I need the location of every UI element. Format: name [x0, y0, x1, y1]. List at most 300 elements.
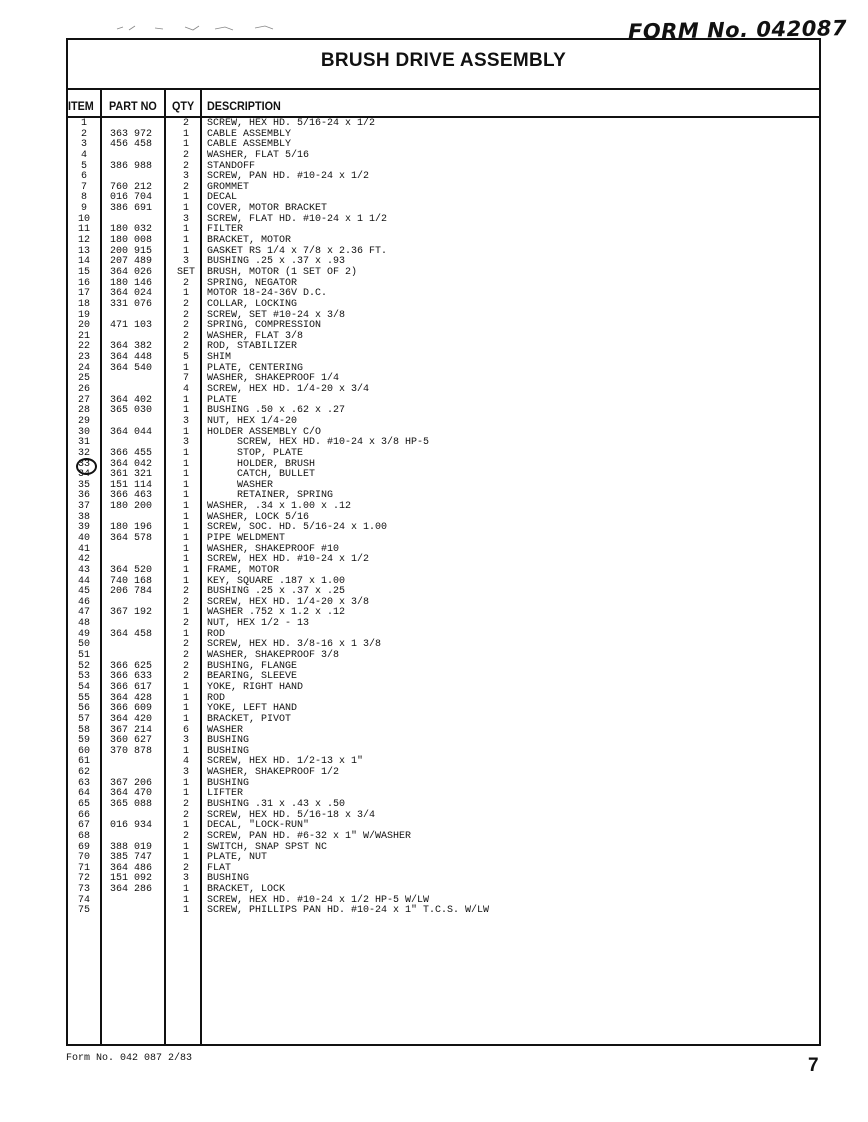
- description: LIFTER: [207, 788, 244, 800]
- part-number: 331 076: [110, 298, 153, 310]
- description: CABLE ASSEMBLY: [207, 128, 292, 140]
- part-number: 364 382: [110, 341, 153, 353]
- description: DECAL, "LOCK-RUN": [207, 820, 310, 832]
- table-row: [0, 140, 868, 151]
- item-number: 75: [77, 905, 90, 917]
- quantity: 1: [182, 288, 189, 300]
- quantity: 1: [182, 128, 189, 140]
- table-row: [0, 449, 868, 460]
- part-number: 456 458: [110, 139, 153, 151]
- part-number: 360 627: [110, 735, 153, 747]
- item-number: 61: [77, 756, 90, 768]
- item-number: 55: [77, 692, 90, 704]
- item-number: 16: [77, 277, 90, 289]
- part-number: 180 200: [110, 501, 153, 513]
- quantity: 3: [182, 767, 189, 779]
- description: HOLDER ASSEMBLY C/O: [207, 426, 322, 438]
- item-number: 28: [77, 405, 90, 417]
- table-row: [0, 906, 868, 917]
- quantity: 2: [182, 650, 189, 662]
- quantity: 1: [182, 852, 189, 864]
- part-number: 760 212: [110, 181, 153, 193]
- part-number: 365 088: [110, 799, 153, 810]
- quantity: 1: [182, 777, 189, 789]
- quantity: 1: [182, 362, 189, 374]
- item-number: 30: [77, 426, 90, 438]
- item-number: 39: [77, 522, 90, 534]
- part-number: 740 168: [110, 575, 153, 587]
- table-row: [0, 566, 868, 577]
- part-number: 364 428: [110, 692, 153, 704]
- item-number: 44: [77, 575, 90, 587]
- part-number: 180 146: [110, 277, 153, 289]
- item-number: 41: [77, 543, 90, 555]
- part-number: 364 486: [110, 862, 153, 874]
- table-row: [0, 374, 868, 385]
- part-number: 180 032: [110, 224, 153, 236]
- part-number: 366 633: [110, 671, 153, 683]
- header-qty: QTY: [172, 99, 195, 113]
- part-number: 366 455: [110, 447, 153, 459]
- table-row: [0, 832, 868, 843]
- part-number: 366 617: [110, 681, 153, 693]
- quantity: 1: [182, 405, 189, 417]
- part-number: 367 206: [110, 777, 153, 789]
- item-number: 54: [77, 681, 90, 693]
- description: SCREW, HEX HD. 3/8-16 x 1 3/8: [207, 639, 382, 651]
- item-circle-mark: [76, 458, 97, 475]
- part-number: 364 458: [110, 628, 153, 640]
- part-number: 364 286: [110, 884, 153, 896]
- description: BUSHING: [207, 873, 250, 885]
- item-number: 27: [77, 394, 90, 406]
- item-number: 1: [80, 118, 87, 129]
- part-number: 364 578: [110, 532, 153, 544]
- part-number: 365 030: [110, 405, 153, 417]
- quantity: 2: [182, 160, 189, 172]
- part-number: 367 192: [110, 607, 153, 619]
- item-number: 53: [77, 671, 90, 683]
- description: CABLE ASSEMBLY: [207, 139, 292, 151]
- item-number: 14: [77, 256, 90, 268]
- description: ROD: [207, 692, 226, 704]
- page-title: BRUSH DRIVE ASSEMBLY: [320, 50, 567, 71]
- quantity: 1: [182, 703, 189, 715]
- quantity: 1: [182, 532, 189, 544]
- quantity: 1: [182, 692, 189, 704]
- item-number: 12: [77, 235, 90, 247]
- item-number: 56: [77, 703, 90, 715]
- part-number: 207 489: [110, 256, 153, 268]
- quantity: 3: [182, 415, 189, 427]
- description: SCREW, HEX HD. #10-24 x 3/8 HP-5: [207, 437, 430, 449]
- quantity: 1: [182, 575, 189, 587]
- table-row: [0, 545, 868, 556]
- quantity: 3: [182, 437, 189, 449]
- item-number: 18: [77, 298, 90, 310]
- faint-marks: [115, 23, 275, 33]
- title-divider: [66, 88, 821, 90]
- quantity: 2: [182, 586, 189, 598]
- quantity: 1: [182, 841, 189, 853]
- description: MOTOR 18-24-36V D.C.: [207, 288, 328, 300]
- description: SPRING, NEGATOR: [207, 277, 298, 289]
- item-number: 21: [77, 330, 90, 342]
- item-number: 48: [77, 618, 90, 630]
- item-number: 9: [80, 203, 87, 215]
- part-number: 180 196: [110, 522, 153, 534]
- part-number: 364 024: [110, 288, 153, 300]
- quantity: 5: [182, 352, 189, 364]
- table-row: [0, 534, 868, 545]
- part-number: 364 420: [110, 713, 153, 725]
- quantity: 2: [182, 830, 189, 842]
- item-number: 37: [77, 501, 90, 513]
- item-number: 20: [77, 320, 90, 332]
- quantity: 1: [182, 905, 189, 917]
- description: SCREW, HEX HD. 1/4-20 x 3/4: [207, 384, 370, 396]
- quantity: 2: [182, 277, 189, 289]
- item-number: 70: [77, 852, 90, 864]
- description: BUSHING .50 x .62 x .27: [207, 405, 346, 417]
- description: BUSHING .25 x .37 x .25: [207, 586, 346, 598]
- description: SCREW, HEX HD. 1/4-20 x 3/8: [207, 596, 370, 608]
- quantity: 3: [182, 735, 189, 747]
- description: FRAME, MOTOR: [207, 564, 280, 576]
- description: BRACKET, MOTOR: [207, 235, 292, 247]
- part-number: 016 934: [110, 820, 153, 832]
- description: SCREW, PAN HD. #6-32 x 1" W/WASHER: [207, 830, 412, 842]
- quantity: 1: [182, 139, 189, 151]
- description: WASHER, SHAKEPROOF 3/8: [207, 650, 340, 662]
- description: YOKE, LEFT HAND: [207, 703, 298, 715]
- item-number: 7: [80, 181, 87, 193]
- description: FILTER: [207, 224, 244, 236]
- table-row: [0, 300, 868, 311]
- quantity: 2: [182, 799, 189, 810]
- part-number: 364 520: [110, 564, 153, 576]
- quantity: 1: [182, 501, 189, 513]
- table-row: [0, 151, 868, 162]
- description: SCREW, FLAT HD. #10-24 x 1 1/2: [207, 213, 388, 225]
- item-number: 25: [77, 373, 90, 385]
- item-number: 63: [77, 777, 90, 789]
- description: BUSHING, FLANGE: [207, 660, 298, 672]
- part-number: 364 470: [110, 788, 153, 800]
- handwritten-form-number: FORM No. 042087: [627, 16, 848, 44]
- description: CATCH, BULLET: [207, 469, 316, 481]
- item-number: 72: [77, 873, 90, 885]
- table-row: [0, 587, 868, 598]
- item-number: 31: [77, 437, 90, 449]
- description: BUSHING .31 x .43 x .50: [207, 799, 346, 810]
- description: WASHER, .34 x 1.00 x .12: [207, 501, 352, 513]
- part-number: 386 691: [110, 203, 153, 215]
- quantity: 2: [182, 596, 189, 608]
- table-row: [0, 364, 868, 375]
- quantity: 1: [182, 224, 189, 236]
- quantity: 1: [182, 564, 189, 576]
- item-number: 33: [77, 458, 90, 470]
- item-number: 71: [77, 862, 90, 874]
- part-number: 151 114: [110, 479, 153, 491]
- description: WASHER, SHAKEPROOF 1/2: [207, 767, 340, 779]
- item-number: 11: [77, 224, 90, 236]
- part-number: 364 448: [110, 352, 153, 364]
- description: SCREW, HEX HD. 5/16-18 x 3/4: [207, 809, 376, 821]
- item-number: 47: [77, 607, 90, 619]
- part-number: 200 915: [110, 245, 153, 257]
- item-number: 43: [77, 564, 90, 576]
- description: SHIM: [207, 352, 232, 364]
- quantity: 1: [182, 554, 189, 566]
- quantity: 1: [182, 522, 189, 534]
- part-number: 363 972: [110, 128, 153, 140]
- quantity: 1: [182, 543, 189, 555]
- quantity: 2: [182, 181, 189, 193]
- item-number: 69: [77, 841, 90, 853]
- quantity: 1: [182, 607, 189, 619]
- description: WASHER, SHAKEPROOF #10: [207, 543, 340, 555]
- quantity: 2: [182, 298, 189, 310]
- item-number: 42: [77, 554, 90, 566]
- part-number: 370 878: [110, 745, 153, 757]
- quantity: 1: [182, 458, 189, 470]
- table-row: [0, 757, 868, 768]
- item-number: 29: [77, 415, 90, 427]
- quantity: 1: [182, 245, 189, 257]
- table-row: [0, 630, 868, 641]
- item-number: 6: [80, 171, 87, 183]
- parts-table: [0, 119, 868, 917]
- description: COVER, MOTOR BRACKET: [207, 203, 328, 215]
- item-number: 15: [77, 266, 90, 278]
- part-number: 366 609: [110, 703, 153, 715]
- description: BUSHING: [207, 735, 250, 747]
- item-number: 32: [77, 447, 90, 459]
- quantity: 4: [182, 756, 189, 768]
- description: WASHER, SHAKEPROOF 1/4: [207, 373, 340, 385]
- quantity: 1: [182, 820, 189, 832]
- table-row: [0, 321, 868, 332]
- description: ROD: [207, 628, 226, 640]
- quantity: 1: [182, 713, 189, 725]
- item-number: 52: [77, 660, 90, 672]
- description: WASHER, FLAT 5/16: [207, 149, 310, 161]
- part-number: 385 747: [110, 852, 153, 864]
- item-number: 51: [77, 650, 90, 662]
- table-row: [0, 800, 868, 811]
- table-row: [0, 715, 868, 726]
- description: PLATE: [207, 394, 238, 406]
- item-number: 58: [77, 724, 90, 736]
- quantity: 3: [182, 256, 189, 268]
- description: GROMMET: [207, 181, 250, 193]
- item-number: 65: [77, 799, 90, 810]
- item-number: 38: [77, 511, 90, 523]
- quantity: 1: [182, 192, 189, 204]
- description: PIPE WELDMENT: [207, 532, 286, 544]
- quantity: 1: [182, 681, 189, 693]
- part-number: 364 044: [110, 426, 153, 438]
- description: SCREW, SET #10-24 x 3/8: [207, 309, 346, 321]
- footer-form-number: Form No. 042 087 2/83: [66, 1053, 193, 1064]
- quantity: 2: [182, 149, 189, 161]
- part-number: 471 103: [110, 320, 153, 332]
- quantity: 1: [182, 235, 189, 247]
- description: NUT, HEX 1/2 - 13: [207, 618, 310, 630]
- quantity: 1: [182, 426, 189, 438]
- quantity: 1: [182, 511, 189, 523]
- table-row: [0, 640, 868, 651]
- quantity: 1: [182, 203, 189, 215]
- description: ROD, STABILIZER: [207, 341, 298, 353]
- item-number: 59: [77, 735, 90, 747]
- quantity: 2: [182, 618, 189, 630]
- quantity: 1: [182, 788, 189, 800]
- quantity: 2: [182, 309, 189, 321]
- quantity: 1: [182, 745, 189, 757]
- description: WASHER, LOCK 5/16: [207, 511, 310, 523]
- item-number: 3: [80, 139, 87, 151]
- item-number: 22: [77, 341, 90, 353]
- table-row: [0, 608, 868, 619]
- table-row: [0, 683, 868, 694]
- table-row: [0, 268, 868, 279]
- item-number: 35: [77, 479, 90, 491]
- table-row: [0, 502, 868, 513]
- quantity: 2: [182, 809, 189, 821]
- description: DECAL: [207, 192, 238, 204]
- description: GASKET RS 1/4 x 7/8 x 2.36 FT.: [207, 245, 388, 257]
- description: SCREW, SOC. HD. 5/16-24 x 1.00: [207, 522, 388, 534]
- table-row: [0, 428, 868, 439]
- quantity: 1: [182, 490, 189, 502]
- description: FLAT: [207, 862, 232, 874]
- quantity: 1: [182, 447, 189, 459]
- quantity: 1: [182, 884, 189, 896]
- table-row: [0, 885, 868, 896]
- part-number: 206 784: [110, 586, 153, 598]
- quantity: 3: [182, 213, 189, 225]
- item-number: 5: [80, 160, 87, 172]
- quantity: 3: [182, 171, 189, 183]
- description: HOLDER, BRUSH: [207, 458, 316, 470]
- part-number: 180 008: [110, 235, 153, 247]
- description: BUSHING: [207, 777, 250, 789]
- description: SCREW, PHILLIPS PAN HD. #10-24 x 1" T.C.S. W/LW: [207, 905, 490, 917]
- part-number: 367 214: [110, 724, 153, 736]
- description: SWITCH, SNAP SPST NC: [207, 841, 328, 853]
- item-number: 10: [77, 213, 90, 225]
- description: WASHER, FLAT 3/8: [207, 330, 304, 342]
- description: YOKE, RIGHT HAND: [207, 681, 304, 693]
- item-number: 40: [77, 532, 90, 544]
- quantity: 1: [182, 479, 189, 491]
- item-number: 50: [77, 639, 90, 651]
- description: PLATE, CENTERING: [207, 362, 304, 374]
- table-row: [0, 204, 868, 215]
- item-number: 2: [80, 128, 87, 140]
- description: SCREW, HEX HD. 1/2-13 x 1": [207, 756, 364, 768]
- description: STOP, PLATE: [207, 447, 304, 459]
- quantity: 1: [182, 894, 189, 906]
- part-number: 388 019: [110, 841, 153, 853]
- quantity: 2: [182, 639, 189, 651]
- part-number: 016 704: [110, 192, 153, 204]
- item-number: 26: [77, 384, 90, 396]
- part-number: 366 463: [110, 490, 153, 502]
- description: STANDOFF: [207, 160, 256, 172]
- item-number: 17: [77, 288, 90, 300]
- quantity: 7: [182, 373, 189, 385]
- item-number: 68: [77, 830, 90, 842]
- item-number: 45: [77, 586, 90, 598]
- table-row: [0, 406, 868, 417]
- part-number: 366 625: [110, 660, 153, 672]
- header-part-no: PART NO: [109, 99, 157, 113]
- quantity: 2: [182, 671, 189, 683]
- header-description: DESCRIPTION: [207, 99, 281, 113]
- description: PLATE, NUT: [207, 852, 268, 864]
- table-row: [0, 417, 868, 428]
- table-row: [0, 162, 868, 173]
- quantity: 1: [182, 469, 189, 481]
- part-number: 151 092: [110, 873, 153, 885]
- description: COLLAR, LOCKING: [207, 298, 298, 310]
- item-number: 46: [77, 596, 90, 608]
- description: BUSHING .25 x .37 x .93: [207, 256, 346, 268]
- quantity: 2: [182, 320, 189, 332]
- part-number: 364 042: [110, 458, 153, 470]
- description: SPRING, COMPRESSION: [207, 320, 322, 332]
- quantity: 2: [182, 862, 189, 874]
- item-number: 74: [77, 894, 90, 906]
- description: WASHER: [207, 479, 274, 491]
- description: SCREW, HEX HD. #10-24 x 1/2 HP-5 W/LW: [207, 894, 430, 906]
- quantity: 1: [182, 394, 189, 406]
- item-number: 23: [77, 352, 90, 364]
- description: WASHER: [207, 724, 244, 736]
- part-number: 361 321: [110, 469, 153, 481]
- description: KEY, SQUARE .187 x 1.00: [207, 575, 346, 587]
- quantity: 1: [182, 628, 189, 640]
- part-number: 364 540: [110, 362, 153, 374]
- item-number: 24: [77, 362, 90, 374]
- description: BEARING, SLEEVE: [207, 671, 298, 683]
- item-number: 60: [77, 745, 90, 757]
- description: NUT, HEX 1/4-20: [207, 415, 298, 427]
- header-divider: [66, 116, 821, 118]
- description: BRACKET, LOCK: [207, 884, 286, 896]
- item-number: 34: [77, 469, 90, 481]
- item-number: 62: [77, 767, 90, 779]
- description: RETAINER, SPRING: [207, 490, 334, 502]
- page-number: 7: [808, 1055, 819, 1076]
- description: SCREW, HEX HD. 5/16-24 x 1/2: [207, 118, 376, 129]
- description: SCREW, HEX HD. #10-24 x 1/2: [207, 554, 370, 566]
- part-number: 364 026: [110, 266, 153, 278]
- quantity: 4: [182, 384, 189, 396]
- quantity: 3: [182, 873, 189, 885]
- item-number: 13: [77, 245, 90, 257]
- item-number: 57: [77, 713, 90, 725]
- quantity: 2: [182, 341, 189, 353]
- item-number: 4: [80, 149, 87, 161]
- quantity: 2: [182, 660, 189, 672]
- quantity: SET: [176, 266, 195, 278]
- quantity: 2: [182, 330, 189, 342]
